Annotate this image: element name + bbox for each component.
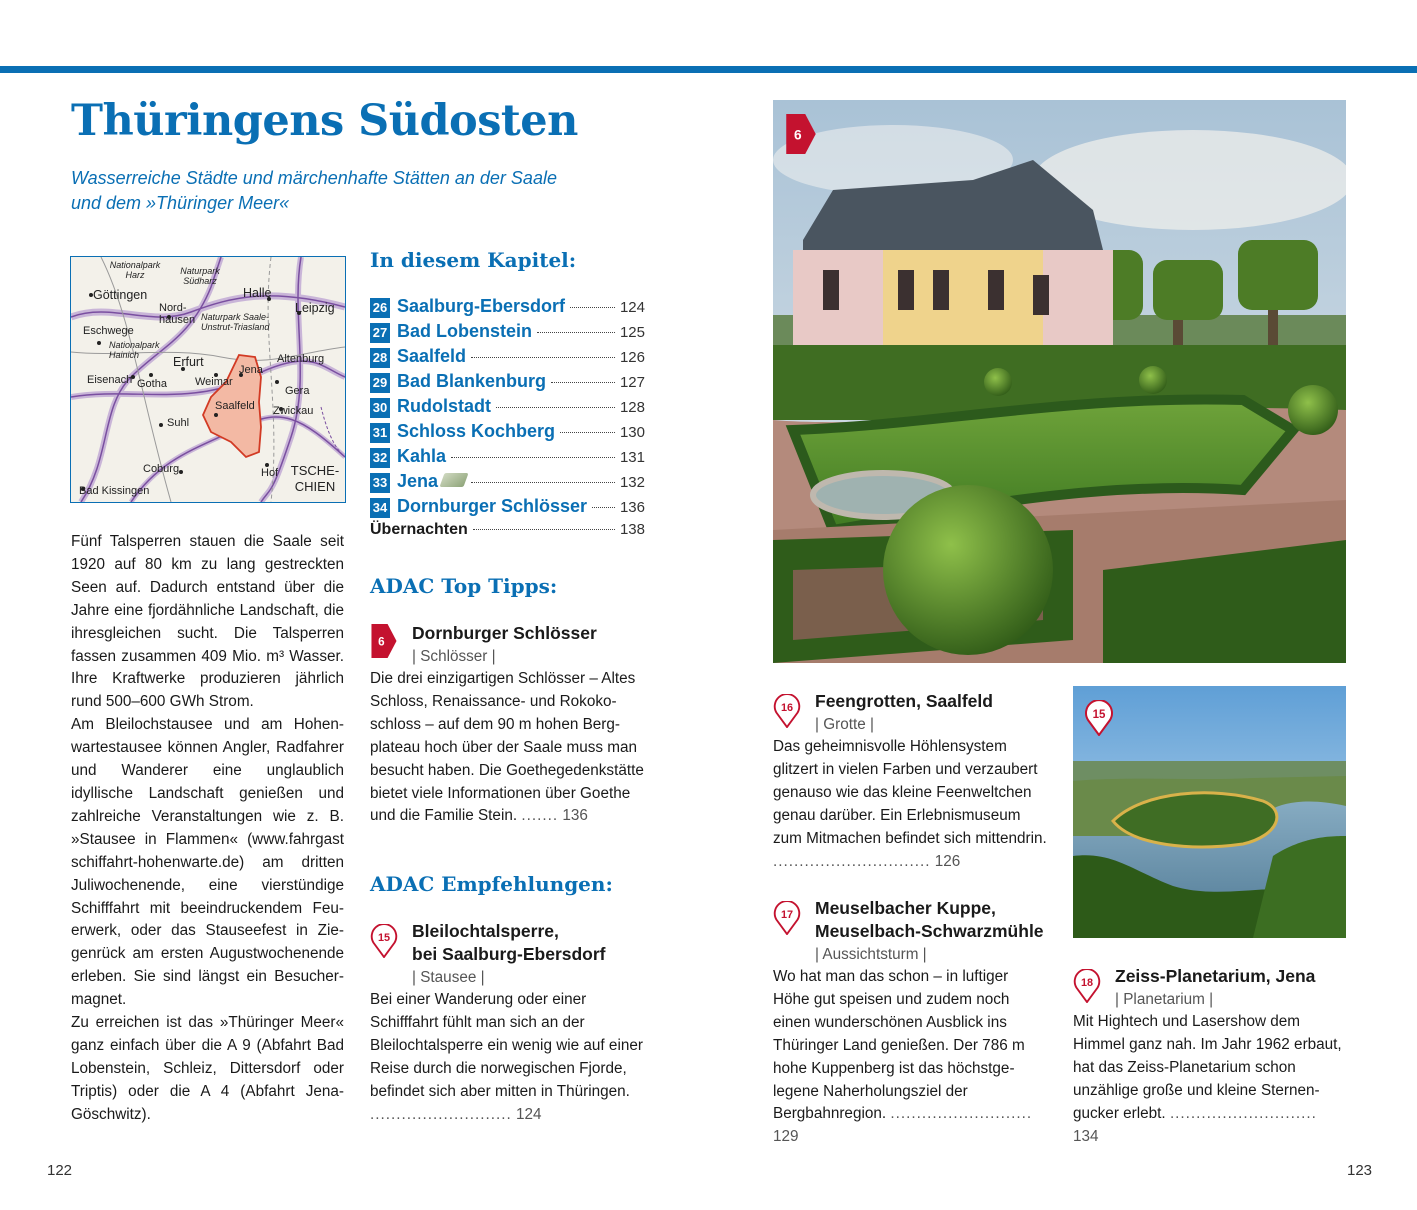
recommendation-entry bbox=[773, 690, 1048, 873]
badge-number: 17 bbox=[780, 909, 794, 921]
entry-page: 134 bbox=[1073, 1127, 1099, 1145]
map-label: Halle bbox=[243, 286, 272, 300]
map-label: Eschwege bbox=[83, 325, 134, 337]
leader-dots: ........................... bbox=[370, 1105, 512, 1123]
map-label: Zwickau bbox=[273, 405, 314, 417]
map-label: Suhl bbox=[167, 417, 190, 429]
entry-head bbox=[773, 897, 1048, 966]
entry-category: | Grotte | bbox=[815, 716, 874, 733]
badge-number: 16 bbox=[780, 702, 794, 714]
toc-label: Bad Blankenburg bbox=[397, 371, 547, 391]
map-label: TSCHE-CHIEN bbox=[290, 463, 340, 494]
top-tip-badge-icon bbox=[370, 624, 398, 658]
entry-head bbox=[773, 690, 1048, 736]
book-icon bbox=[439, 473, 468, 487]
toc-leader bbox=[471, 482, 615, 483]
page-subtitle: Wasserreiche Städte und märchenhafte Stätten an der Saale und dem »Thüringer Meer« bbox=[71, 168, 557, 213]
entry-title: bei Saalburg-Ebersdorf bbox=[412, 944, 606, 964]
toc-label: Dornburger Schlösser bbox=[397, 496, 588, 516]
chapter-number: 32 bbox=[370, 448, 390, 468]
entry-head bbox=[1073, 965, 1346, 1011]
map-label: Nationalpark Hainich bbox=[109, 340, 160, 360]
map-label: Bad Kissingen bbox=[79, 485, 150, 497]
toc-label: Jena bbox=[397, 471, 439, 491]
entry-text: Das geheimnisvolle Höhlensystem glitzert in vielen Farben und verzaubert genauso wie das kleine Feenweltchen genau darüber. Ein Erlebnismuseum zum Mitmachen befindet sich mittendrin. .............................. 126 bbox=[773, 738, 1047, 870]
toc-leader bbox=[537, 332, 615, 333]
entry-head bbox=[370, 622, 645, 668]
map-label: Jena bbox=[239, 364, 263, 376]
badge-number: 6 bbox=[794, 127, 802, 143]
map-label: Naturpark Saale-Unstrut-Triasland bbox=[201, 312, 270, 332]
chapter-number: 28 bbox=[370, 348, 390, 368]
toc-page: 128 bbox=[619, 399, 645, 416]
map-labels bbox=[71, 257, 345, 502]
toc-leader bbox=[471, 357, 615, 358]
map-pin-icon bbox=[1073, 969, 1101, 1003]
chapter-number: 26 bbox=[370, 298, 390, 318]
map-label: Naturpark Südharz bbox=[180, 266, 220, 286]
map-label: Göttingen bbox=[93, 288, 148, 302]
toc-item[interactable] bbox=[370, 471, 645, 496]
map-pin-icon bbox=[773, 901, 801, 935]
chapter-heading: In diesem Kapitel: bbox=[370, 248, 577, 272]
entry-category: | Aussichtsturm | bbox=[815, 946, 927, 963]
chapter-number: 33 bbox=[370, 473, 390, 493]
map-label: Erfurt bbox=[173, 355, 204, 369]
entry-text: Die drei einzigartigen Schlösser – Altes Schloss, Renaissance- und Rokokoschloss – auf dem 90 m hohen Bergplateau hoch über der Saale muss man besucht haben. Die Goethegedenkstätte bietet viele Informationen über Goethe und die Familie Stein. ....... 136 bbox=[370, 670, 644, 825]
toc-label: Schloss Kochberg bbox=[397, 421, 556, 441]
intro-paragraph: Zu erreichen ist das »Thüringer Meer« ganz einfach über die A 9 (Abfahrt Bad Lobenstein, Schleiz, Dittersdorf oder Triptis) oder die A 4 (Abfahrt Jena-Göschwitz). bbox=[71, 1014, 344, 1123]
map-label: Weimar bbox=[195, 376, 233, 388]
leader-dots: ....... bbox=[521, 807, 559, 825]
photo-badge-icon bbox=[785, 114, 817, 154]
entry-title: Feengrotten, Saalfeld bbox=[815, 691, 993, 711]
chapter-number: 34 bbox=[370, 498, 390, 518]
entry-category: | Stausee | bbox=[412, 969, 485, 986]
map-label: Eisenach bbox=[87, 374, 133, 386]
map-label: Leipzig bbox=[295, 301, 335, 315]
toc-leader bbox=[592, 507, 615, 508]
toc-page: 138 bbox=[619, 521, 645, 538]
entry-page: 126 bbox=[934, 852, 961, 870]
leader-dots: ............................ bbox=[1169, 1104, 1317, 1122]
map-label: Gera bbox=[285, 385, 310, 397]
toc-item[interactable] bbox=[370, 321, 645, 346]
toc-item[interactable] bbox=[370, 396, 645, 421]
entry-title: Meuselbacher Kuppe, bbox=[815, 898, 996, 918]
leader-dots: .............................. bbox=[773, 852, 931, 870]
toc-page: 124 bbox=[619, 299, 645, 316]
intro-paragraph: Fünf Talsperren stauen die Saale seit 1920 auf 80 km zu lang gestreckten Seen auf. Dadurch entstand über die Jahre eine fjordähnliche Landschaft, die ihresgleichen sucht. Die Talsperren fassen zusammen 409 Mio. m³ Wasser. Ihre Kraftwerke produzieren jährlich rund 500–600 GWh Strom. bbox=[71, 533, 344, 711]
recommendation-entry bbox=[1073, 965, 1346, 1148]
toc-label: Kahla bbox=[397, 446, 447, 466]
toc-page: 131 bbox=[619, 449, 645, 466]
toc-leader bbox=[570, 307, 615, 308]
entry-page: 136 bbox=[562, 807, 588, 825]
entry-title: Bleilochtalsperre, bbox=[412, 921, 559, 941]
toc-leader bbox=[560, 432, 615, 433]
intro-paragraph: Am Bleilochstausee und am Hohenwartestausee können Angler, Radfahrer und Wanderer eine unglaublich idyllische Landschaft genießen und zahlreiche Veranstaltungen wie z. B. »Stausee in Flammen« (www.fahrgast schiffahrt-hohenwarte.de) am dritten Juliwochenende, eine vierstündige Schifffahrt mit beeindruckendem Feuerwerk, oder das Stauseefest in Ziegenrück am ersten Augustwochenende erleben. Sie sind längst ein Besuchermagnet. bbox=[71, 716, 344, 1009]
map-label: Nationalpark Harz bbox=[109, 260, 161, 280]
toc-leader bbox=[496, 407, 615, 408]
toc-leader bbox=[473, 529, 615, 530]
map-label: Coburg bbox=[143, 463, 180, 475]
toc-item[interactable] bbox=[370, 446, 645, 471]
toc-item[interactable] bbox=[370, 296, 645, 321]
map-pin-icon bbox=[370, 924, 398, 958]
dornburg-palace-photo bbox=[773, 100, 1346, 663]
toc-item[interactable] bbox=[370, 421, 645, 446]
intro-text bbox=[71, 531, 344, 1127]
entry-text: Mit Hightech und Lasershow dem Himmel ganz nah. Im Jahr 1962 erbaut, hat das Zeiss-Planetarium schon unzählige große und kleine Sternengucker erlebt. ............................ 134 bbox=[1073, 1013, 1342, 1145]
entry-page: 129 bbox=[773, 1128, 799, 1146]
recommendation-entry bbox=[773, 897, 1048, 1149]
recommendations-heading: ADAC Empfehlungen: bbox=[370, 872, 613, 896]
toc-page: 126 bbox=[619, 349, 645, 366]
map-label: Altenburg bbox=[277, 353, 325, 365]
chapter-number: 27 bbox=[370, 323, 390, 343]
map-label: Saalfeld bbox=[215, 400, 255, 412]
toc-label: Rudolstadt bbox=[397, 396, 491, 416]
map-label: Gotha bbox=[137, 378, 167, 390]
toc-leader bbox=[451, 457, 615, 458]
region-map bbox=[70, 256, 346, 503]
badge-number: 15 bbox=[1092, 709, 1106, 721]
toc-page: 132 bbox=[619, 474, 645, 491]
photo-pin-icon bbox=[1085, 700, 1113, 736]
top-accent-bar bbox=[0, 66, 1417, 73]
entry-category: | Schlösser | bbox=[412, 648, 496, 665]
chapter-number: 30 bbox=[370, 398, 390, 418]
leader-dots: ........................... bbox=[890, 1105, 1033, 1123]
entry-head bbox=[370, 920, 645, 989]
chapter-number: 31 bbox=[370, 423, 390, 443]
map-label: Nord-hausen bbox=[159, 302, 196, 326]
badge-number: 18 bbox=[1080, 977, 1094, 989]
chapter-list bbox=[370, 296, 645, 546]
toc-label: Übernachten bbox=[370, 521, 468, 538]
top-tips-heading: ADAC Top Tipps: bbox=[370, 574, 558, 598]
entry-category: | Planetarium | bbox=[1115, 991, 1214, 1008]
top-tip-entry bbox=[370, 622, 645, 828]
toc-page: 127 bbox=[619, 374, 645, 391]
map-pin-icon bbox=[773, 694, 801, 728]
entry-page: 124 bbox=[516, 1105, 542, 1123]
entry-text: Wo hat man das schon – in luftiger Höhe gut speisen und zudem noch einen wunderschönen Ausblick ins Thüringer Land genießen. Der 786 m hohe Kuppenberg ist das höchstgelegene Naherholungsziel der Bergbahnregion. ........................... 129 bbox=[773, 968, 1033, 1146]
toc-label: Bad Lobenstein bbox=[397, 321, 533, 341]
toc-leader bbox=[551, 382, 615, 383]
page-title: Thüringens Südosten bbox=[71, 96, 578, 146]
badge-number: 6 bbox=[378, 635, 385, 649]
toc-item[interactable] bbox=[370, 371, 645, 396]
saale-reservoir-photo bbox=[1073, 686, 1346, 938]
page-number-left: 122 bbox=[47, 1162, 73, 1179]
toc-page: 130 bbox=[619, 424, 645, 441]
toc-item[interactable] bbox=[370, 496, 645, 521]
entry-title: Meuselbach-Schwarzmühle bbox=[815, 921, 1044, 941]
toc-item-overnight[interactable] bbox=[370, 521, 645, 546]
page-number-right: 123 bbox=[1347, 1162, 1373, 1179]
toc-label: Saalfeld bbox=[397, 346, 467, 366]
toc-item[interactable] bbox=[370, 346, 645, 371]
entry-title: Dornburger Schlösser bbox=[412, 623, 597, 643]
entry-title: Zeiss-Planetarium, Jena bbox=[1115, 966, 1316, 986]
map-label: Hof bbox=[261, 467, 279, 479]
recommendation-entry bbox=[370, 920, 645, 1126]
toc-label: Saalburg-Ebersdorf bbox=[397, 296, 566, 316]
chapter-number: 29 bbox=[370, 373, 390, 393]
toc-page: 136 bbox=[619, 499, 645, 516]
toc-page: 125 bbox=[619, 324, 645, 341]
entry-text: Bei einer Wanderung oder einer Schifffahrt fühlt man sich an der Bleilochtalsperre ein wenig wie auf einer Reise durch die norwegischen Fjorde, befindet sich aber mitten in Thüringen. ........................... 124 bbox=[370, 991, 643, 1123]
badge-number: 15 bbox=[377, 932, 391, 944]
